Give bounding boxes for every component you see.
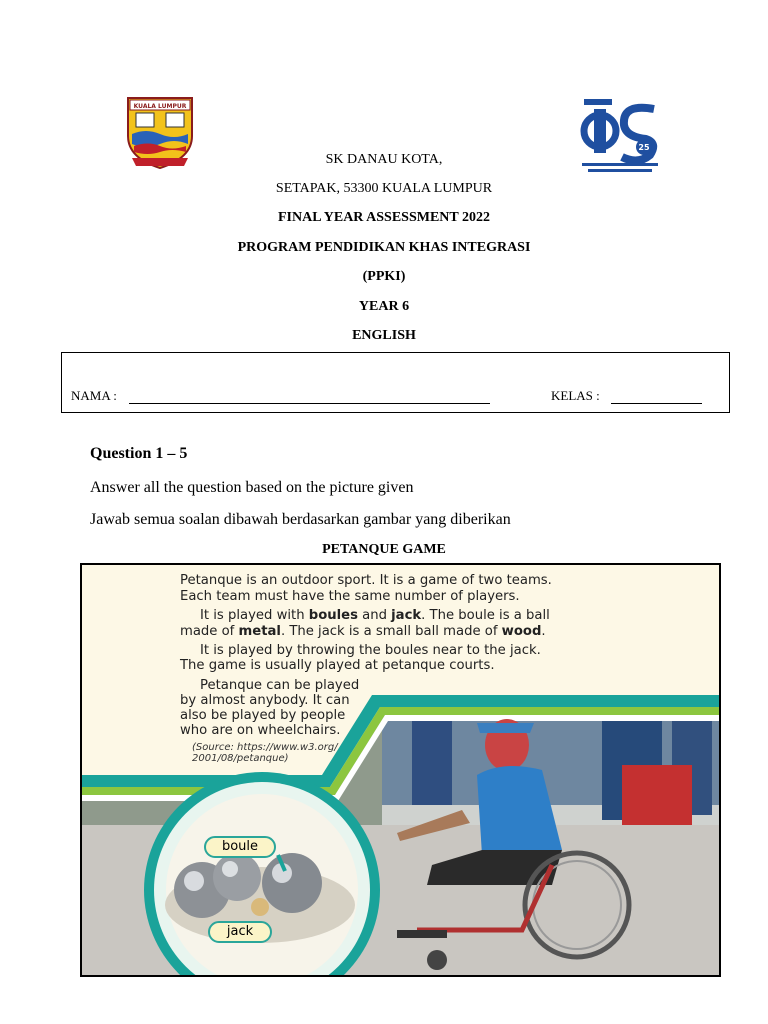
school-name: SK DANAU KOTA, bbox=[325, 152, 443, 167]
poster-text-line: also be played by people bbox=[180, 708, 346, 723]
instruction-english: Answer all the question based on the picture given bbox=[90, 479, 414, 496]
boule-label: boule bbox=[204, 836, 276, 858]
class-field[interactable] bbox=[611, 403, 702, 404]
instruction-malay: Jawab semua soalan dibawah berdasarkan gambar yang diberikan bbox=[90, 511, 511, 528]
poster-source-line: (Source: https://www.w3.org/ bbox=[192, 742, 338, 753]
class-label: KELAS : bbox=[551, 388, 600, 403]
poster-text-line: by almost anybody. It can bbox=[180, 693, 350, 708]
svg-text:KUALA LUMPUR: KUALA LUMPUR bbox=[133, 103, 187, 110]
poster-text-line: made of metal. The jack is a small ball made of wood. bbox=[180, 624, 546, 639]
name-field[interactable] bbox=[129, 403, 490, 404]
poster-source-line: 2001/08/petanque) bbox=[192, 753, 289, 764]
poster-text-line: It is played with boules and jack. The boule is a ball bbox=[200, 608, 550, 623]
picture-title: PETANQUE GAME bbox=[322, 542, 446, 557]
poster-text-line: It is played by throwing the boules near to the jack. bbox=[200, 643, 541, 658]
poster-text-line: The game is usually played at petanque courts. bbox=[180, 658, 495, 673]
year-level: YEAR 6 bbox=[358, 299, 410, 314]
svg-text:25: 25 bbox=[638, 143, 650, 152]
poster-text-line: Each team must have the same number of players. bbox=[180, 589, 520, 604]
subject-title: ENGLISH bbox=[352, 328, 416, 343]
poster-text-line: Petanque can be played bbox=[200, 678, 360, 693]
petanque-poster bbox=[80, 563, 721, 977]
program-title: PROGRAM PENDIDIKAN KHAS INTEGRASI bbox=[237, 240, 531, 255]
exam-title: FINAL YEAR ASSESSMENT 2022 bbox=[277, 210, 490, 225]
question-title: Question 1 – 5 bbox=[90, 445, 188, 462]
school-address: SETAPAK, 53300 KUALA LUMPUR bbox=[275, 181, 493, 196]
poster-text-line: who are on wheelchairs. bbox=[180, 723, 341, 738]
poster-text-line: Petanque is an outdoor sport. It is a game of two teams. bbox=[180, 573, 552, 588]
name-label: NAMA : bbox=[71, 388, 117, 403]
program-abbreviation: (PPKI) bbox=[362, 269, 406, 284]
jack-label: jack bbox=[208, 921, 272, 943]
